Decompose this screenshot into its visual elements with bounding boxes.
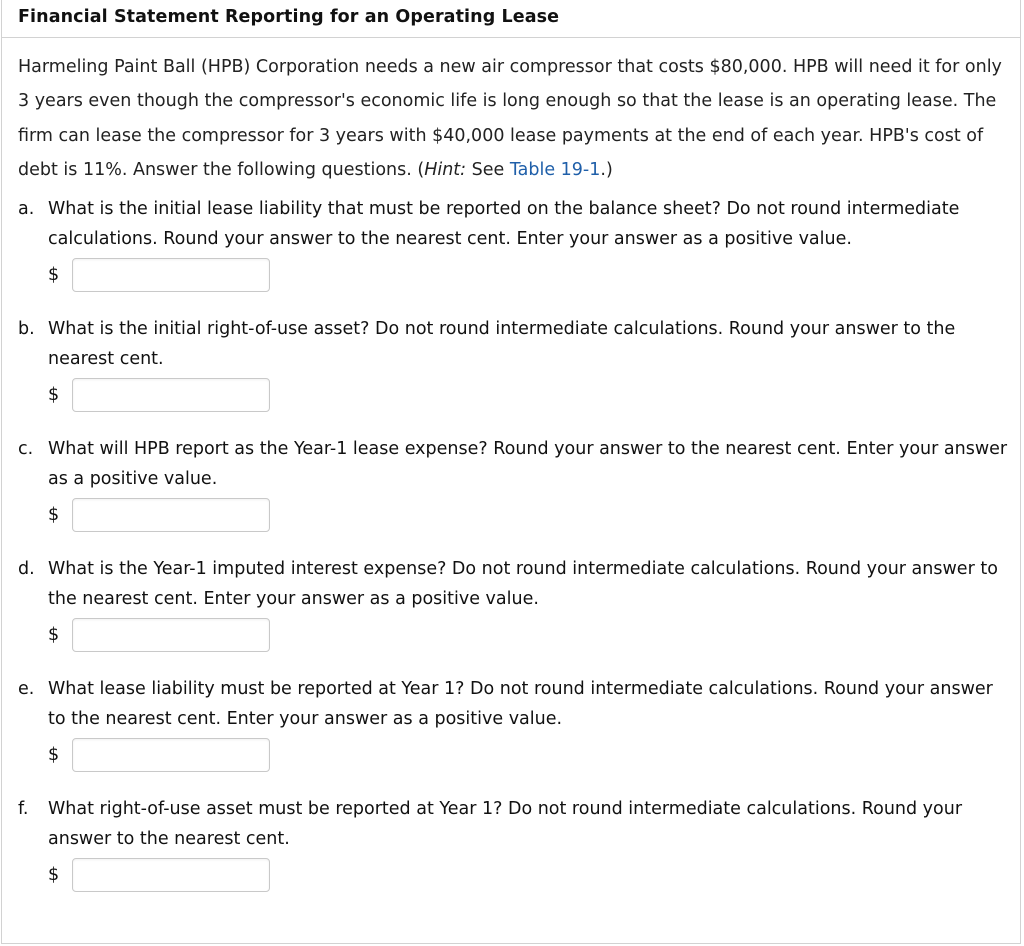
question-letter: e. (18, 679, 35, 700)
dollar-sign: $ (48, 625, 60, 646)
question-text: What is the initial lease liability that must be reported on the balance sheet? Do not round intermediate calculations. Round your answer to the nearest cent. Enter your answer as a positive value. (48, 199, 960, 249)
question-text: What will HPB report as the Year-1 lease expense? Round your answer to the nearest cent. Enter your answer as a positive value. (48, 439, 1008, 489)
problem-end: .) (600, 159, 613, 180)
dollar-sign: $ (48, 385, 60, 406)
question-panel (1, 0, 1021, 944)
answer-input-e[interactable] (72, 738, 270, 772)
problem-text: Harmeling Paint Ball (HPB) Corporation needs a new air compressor that costs $80,000. HPB will need it for only 3 years even though the compressor's economic life is long enough so that the lease is an operating lease. The firm can lease the compressor for 3 years with $40,000 lease payments at the end of each year. HPB's cost of debt is 11%. Answer the following questions. ( (18, 57, 1002, 180)
question-c (2, 435, 1020, 494)
question-text: What is the Year-1 imputed interest expense? Do not round intermediate calculations. Round your answer to the nearest cent. Enter your answer as a positive value. (48, 559, 998, 609)
question-b (2, 315, 1020, 374)
answer-row-d (48, 616, 1020, 654)
dollar-sign: $ (48, 745, 60, 766)
answer-row-f (48, 856, 1020, 894)
question-e (2, 675, 1020, 734)
answer-row-b (48, 376, 1020, 414)
problem-statement (2, 38, 1020, 187)
answer-input-c[interactable] (72, 498, 270, 532)
question-text: What lease liability must be reported at Year 1? Do not round intermediate calculations. Round your answer to the nearest cent. Enter your answer as a positive value. (48, 679, 993, 729)
question-header (2, 0, 1020, 38)
question-letter: a. (18, 199, 35, 220)
hint-label: Hint: (424, 159, 467, 180)
answer-row-e (48, 736, 1020, 774)
page-title: Financial Statement Reporting for an Operating Lease (18, 7, 560, 27)
answer-input-d[interactable] (72, 618, 270, 652)
question-f (2, 795, 1020, 854)
dollar-sign: $ (48, 865, 60, 886)
question-text: What right-of-use asset must be reported at Year 1? Do not round intermediate calculations. Round your answer to the nearest cent. (48, 799, 963, 849)
table-link[interactable]: Table 19-1 (509, 159, 601, 180)
question-letter: b. (18, 319, 35, 340)
question-a (2, 195, 1020, 254)
dollar-sign: $ (48, 265, 60, 286)
question-list (2, 195, 1020, 894)
question-letter: f. (18, 799, 29, 820)
question-d (2, 555, 1020, 614)
question-letter: d. (18, 559, 35, 580)
answer-input-a[interactable] (72, 258, 270, 292)
question-letter: c. (18, 439, 34, 460)
dollar-sign: $ (48, 505, 60, 526)
answer-input-f[interactable] (72, 858, 270, 892)
hint-text: See (466, 159, 510, 180)
question-text: What is the initial right-of-use asset? Do not round intermediate calculations. Round your answer to the nearest cent. (48, 319, 956, 369)
answer-input-b[interactable] (72, 378, 270, 412)
answer-row-c (48, 496, 1020, 534)
answer-row-a (48, 256, 1020, 294)
